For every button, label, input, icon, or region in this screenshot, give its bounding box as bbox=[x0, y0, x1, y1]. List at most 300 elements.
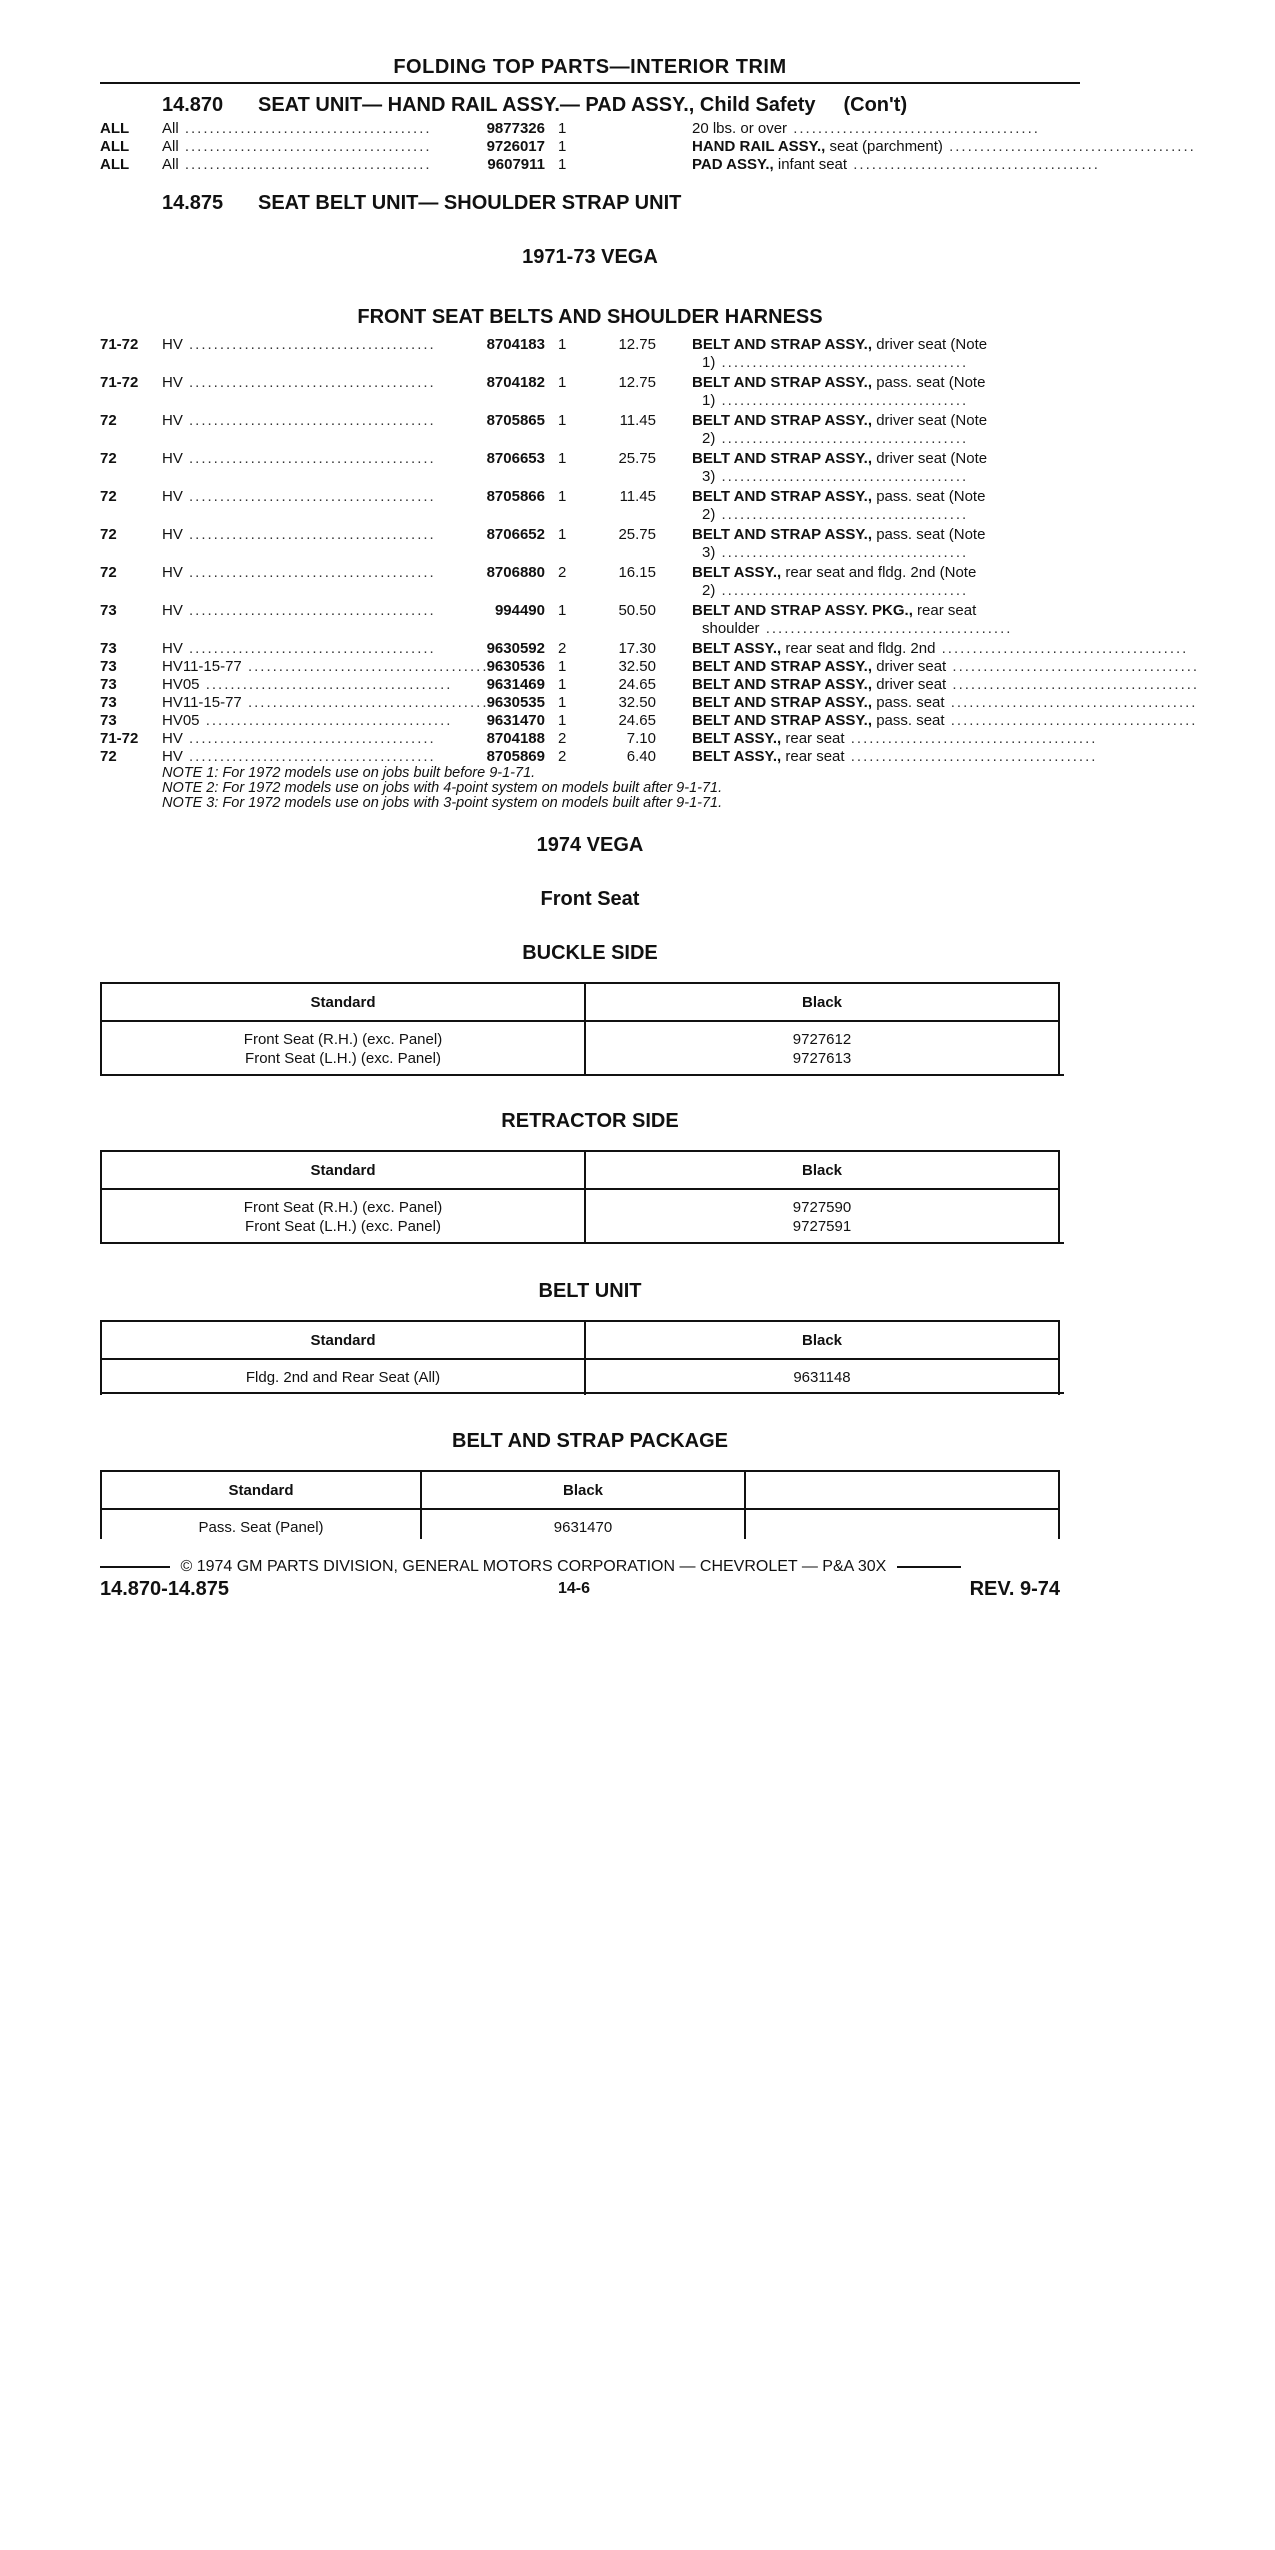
part-number-cell: 9630592 bbox=[486, 640, 545, 657]
model-text: HV bbox=[162, 374, 183, 391]
description-bold: PAD ASSY., bbox=[692, 156, 774, 173]
black-cell bbox=[585, 1189, 1059, 1244]
quantity-cell: 1 bbox=[558, 156, 567, 173]
description-bold: HAND RAIL ASSY., bbox=[692, 138, 826, 155]
quantity-cell: 1 bbox=[558, 336, 567, 353]
year-cell: 73 bbox=[100, 640, 117, 657]
model-text: HV bbox=[162, 602, 183, 619]
leader-dots: ........................................ bbox=[944, 694, 1198, 711]
part-number-cell: 8705866 bbox=[486, 488, 545, 505]
quantity-cell: 1 bbox=[558, 526, 567, 543]
quantity-cell: 1 bbox=[558, 676, 567, 693]
leader-dots: ........................................ bbox=[182, 748, 436, 765]
section-number: 14.875 bbox=[162, 192, 224, 214]
model-cell bbox=[162, 138, 432, 156]
parts-row bbox=[100, 120, 1080, 138]
vega-7173-heading: 1971-73 VEGA bbox=[522, 246, 658, 268]
year-cell: 71-72 bbox=[100, 730, 139, 747]
description-cell bbox=[692, 602, 1080, 638]
front-seat-heading: Front Seat bbox=[540, 888, 640, 910]
price-cell: 32.50 bbox=[618, 694, 656, 711]
model-cell bbox=[162, 658, 495, 676]
table-bottom-rule bbox=[100, 1074, 1064, 1076]
description-cell bbox=[692, 336, 1080, 372]
quantity-cell: 1 bbox=[558, 712, 567, 729]
quantity-cell: 1 bbox=[558, 602, 567, 619]
price-cell: 25.75 bbox=[618, 450, 656, 467]
parts-row bbox=[100, 640, 1189, 658]
description-line bbox=[692, 468, 1080, 486]
table-row bbox=[101, 1189, 1059, 1244]
description-line bbox=[692, 336, 1080, 354]
description-cell bbox=[692, 156, 1100, 174]
description-line bbox=[692, 450, 1080, 468]
quantity-cell: 1 bbox=[558, 120, 567, 137]
description-text: 1) bbox=[702, 392, 716, 409]
quantity-cell: 2 bbox=[558, 564, 567, 581]
price-cell: 12.75 bbox=[618, 336, 656, 353]
footer-section-range: 14.870-14.875 bbox=[100, 1578, 230, 1600]
description-line bbox=[692, 640, 1189, 658]
model-text: HV bbox=[162, 640, 183, 657]
description-text: 2) bbox=[702, 582, 716, 599]
leader-dots: ........................................ bbox=[182, 640, 436, 657]
retractor-side-heading: RETRACTOR SIDE bbox=[501, 1110, 679, 1132]
black-cell: 9631470 bbox=[421, 1509, 745, 1539]
price-cell: 32.50 bbox=[618, 658, 656, 675]
standard-cell: Fldg. 2nd and Rear Seat (All) bbox=[101, 1359, 585, 1395]
model-cell bbox=[162, 412, 436, 430]
year-cell: 72 bbox=[100, 488, 117, 505]
parts-row bbox=[100, 676, 1200, 694]
description-text: pass. seat (Note bbox=[872, 374, 986, 391]
description-line bbox=[692, 506, 1080, 524]
model-cell bbox=[162, 730, 436, 748]
description-line bbox=[692, 564, 1080, 582]
part-number-cell: 8706652 bbox=[486, 526, 545, 543]
notes-block bbox=[100, 766, 1080, 811]
description-line bbox=[692, 602, 1080, 620]
price-cell: 11.45 bbox=[619, 488, 656, 505]
description-line bbox=[692, 412, 1080, 430]
description-text: 3) bbox=[702, 544, 716, 561]
cell-text: Front Seat (L.H.) (exc. Panel) bbox=[245, 1218, 441, 1235]
part-number-cell: 8705869 bbox=[486, 748, 545, 765]
description-cell bbox=[692, 712, 1198, 730]
leader-dots: ........................................ bbox=[199, 712, 453, 729]
parts-row bbox=[100, 138, 1196, 156]
leader-dots: ........................................ bbox=[715, 582, 969, 599]
year-cell: 72 bbox=[100, 526, 117, 543]
model-text: HV bbox=[162, 450, 183, 467]
leader-dots: ........................................ bbox=[847, 156, 1100, 173]
continued-label: (Con't) bbox=[843, 94, 908, 116]
description-cell bbox=[692, 748, 1098, 766]
model-cell bbox=[162, 564, 436, 582]
footer-page-number: 14-6 bbox=[558, 1580, 591, 1597]
description-line bbox=[692, 374, 1080, 392]
description-line bbox=[692, 544, 1080, 562]
description-bold: BELT AND STRAP ASSY., bbox=[692, 526, 873, 543]
year-cell: 72 bbox=[100, 412, 117, 429]
description-text: rear seat bbox=[781, 730, 845, 747]
description-text: infant seat bbox=[773, 156, 848, 173]
description-text: rear seat bbox=[912, 602, 977, 619]
cell-text: Front Seat (R.H.) (exc. Panel) bbox=[243, 1031, 443, 1048]
part-number-cell: 8706653 bbox=[486, 450, 545, 467]
description-text: shoulder bbox=[702, 620, 760, 637]
description-bold: BELT ASSY., bbox=[692, 730, 782, 747]
description-text: 2) bbox=[702, 506, 716, 523]
parts-row bbox=[100, 658, 1200, 676]
leader-dots: ........................................ bbox=[944, 712, 1198, 729]
part-number-cell: 9630535 bbox=[486, 694, 545, 711]
table-row bbox=[101, 1509, 1059, 1539]
parts-row bbox=[100, 748, 1098, 766]
description-line bbox=[692, 354, 1080, 372]
description-cell bbox=[692, 526, 1080, 562]
quantity-cell: 2 bbox=[558, 748, 567, 765]
model-cell bbox=[162, 712, 453, 730]
table-row bbox=[101, 1359, 1059, 1395]
year-cell: ALL bbox=[100, 156, 130, 173]
description-text: 3) bbox=[702, 468, 716, 485]
model-cell bbox=[162, 676, 453, 694]
cell-text: 9727591 bbox=[792, 1218, 852, 1235]
model-cell bbox=[162, 336, 436, 354]
parts-row bbox=[100, 488, 1080, 526]
part-number-cell: 9631469 bbox=[486, 676, 545, 693]
col-header-black: Black bbox=[585, 983, 1059, 1021]
description-text: driver seat bbox=[872, 658, 947, 675]
year-cell: 72 bbox=[100, 748, 117, 765]
description-line bbox=[692, 658, 1200, 676]
description-bold: BELT ASSY., bbox=[692, 640, 782, 657]
section-14870-list bbox=[100, 120, 1196, 174]
leader-dots: ........................................ bbox=[182, 564, 436, 581]
leader-dots: ........................................ bbox=[844, 730, 1098, 747]
model-text: HV11-15-77 bbox=[162, 694, 242, 711]
page-header-title: FOLDING TOP PARTS—INTERIOR TRIM bbox=[393, 56, 787, 78]
description-bold: BELT ASSY., bbox=[692, 564, 782, 581]
quantity-cell: 2 bbox=[558, 640, 567, 657]
description-line bbox=[692, 526, 1080, 544]
price-cell: 50.50 bbox=[618, 602, 656, 619]
description-bold: BELT AND STRAP ASSY. PKG., bbox=[692, 602, 913, 619]
model-text: HV11-15-77 bbox=[162, 658, 242, 675]
description-cell bbox=[692, 640, 1189, 658]
header-rule bbox=[100, 82, 1080, 84]
quantity-cell: 2 bbox=[558, 730, 567, 747]
col-header-black: Black bbox=[585, 1151, 1059, 1189]
section-14870-heading bbox=[162, 94, 907, 117]
description-text: rear seat and fldg. 2nd (Note bbox=[781, 564, 977, 581]
description-line bbox=[692, 620, 1080, 638]
year-cell: 73 bbox=[100, 676, 117, 693]
model-text: HV bbox=[162, 564, 183, 581]
price-cell: 7.10 bbox=[626, 730, 656, 747]
price-cell: 24.65 bbox=[618, 676, 656, 693]
buckle-side-heading: BUCKLE SIDE bbox=[522, 942, 658, 964]
cell-text: 9727613 bbox=[792, 1050, 852, 1067]
model-text: HV05 bbox=[162, 712, 200, 729]
cell-text: 9727612 bbox=[792, 1031, 852, 1048]
description-line bbox=[692, 392, 1080, 410]
description-text: seat (parchment) bbox=[825, 138, 943, 155]
black-cell bbox=[585, 1021, 1059, 1076]
description-text: rear seat bbox=[781, 748, 845, 765]
part-number-cell: 9877326 bbox=[486, 120, 545, 137]
description-cell bbox=[692, 138, 1196, 156]
description-line bbox=[692, 748, 1098, 766]
description-text: 2) bbox=[702, 430, 716, 447]
black-cell: 9631148 bbox=[585, 1359, 1059, 1395]
footer-copyright-line bbox=[100, 1558, 1080, 1576]
col-header-standard: Standard bbox=[101, 1151, 585, 1189]
col-header-standard: Standard bbox=[101, 1471, 421, 1509]
description-line bbox=[692, 488, 1080, 506]
model-cell bbox=[162, 602, 436, 620]
note-1: NOTE 1: For 1972 models use on jobs built before 9-1-71. bbox=[162, 765, 536, 781]
parts-row bbox=[100, 156, 1100, 174]
leader-dots: ........................................ bbox=[241, 694, 495, 711]
description-text: rear seat and fldg. 2nd bbox=[781, 640, 936, 657]
description-cell bbox=[692, 694, 1198, 712]
price-cell: 24.65 bbox=[618, 712, 656, 729]
leader-dots: ........................................ bbox=[844, 748, 1098, 765]
model-text: HV bbox=[162, 336, 183, 353]
footer-revision: REV. 9-74 bbox=[969, 1578, 1060, 1600]
description-cell bbox=[692, 374, 1080, 410]
description-bold: BELT AND STRAP ASSY., bbox=[692, 336, 873, 353]
description-text: driver seat bbox=[872, 676, 947, 693]
model-cell bbox=[162, 374, 436, 392]
leader-dots: ........................................ bbox=[946, 676, 1200, 693]
cell-text: 9727590 bbox=[792, 1199, 852, 1216]
description-cell bbox=[692, 658, 1200, 676]
part-number-cell: 8705865 bbox=[486, 412, 545, 429]
part-number-cell: 8704188 bbox=[486, 730, 545, 747]
buckle-side-table bbox=[100, 982, 1060, 1076]
model-text: HV bbox=[162, 412, 183, 429]
section-title: SEAT BELT UNIT— SHOULDER STRAP UNIT bbox=[258, 192, 682, 214]
description-cell bbox=[692, 676, 1200, 694]
leader-dots: ........................................ bbox=[715, 392, 969, 409]
price-cell: 25.75 bbox=[618, 526, 656, 543]
parts-row bbox=[100, 374, 1080, 412]
description-bold: BELT AND STRAP ASSY., bbox=[692, 488, 873, 505]
description-text: pass. seat bbox=[872, 712, 945, 729]
footer-rule-left bbox=[100, 1566, 170, 1568]
description-text: driver seat (Note bbox=[872, 336, 988, 353]
description-line bbox=[692, 156, 1100, 174]
leader-dots: ........................................ bbox=[715, 468, 969, 485]
year-cell: ALL bbox=[100, 120, 130, 137]
model-cell bbox=[162, 640, 436, 658]
front-seat-belts-heading: FRONT SEAT BELTS AND SHOULDER HARNESS bbox=[357, 306, 823, 328]
col-header-standard: Standard bbox=[101, 983, 585, 1021]
description-cell bbox=[692, 488, 1080, 524]
note-3: NOTE 3: For 1972 models use on jobs with 3-point system on models built after 9-1-71. bbox=[162, 795, 723, 811]
belt-strap-package-table bbox=[100, 1470, 1060, 1539]
model-cell bbox=[162, 488, 436, 506]
description-line bbox=[692, 120, 1080, 138]
standard-cell bbox=[101, 1189, 585, 1244]
part-number-cell: 9630536 bbox=[486, 658, 545, 675]
part-number-cell: 8704183 bbox=[486, 336, 545, 353]
quantity-cell: 1 bbox=[558, 374, 567, 391]
description-bold: BELT AND STRAP ASSY., bbox=[692, 374, 873, 391]
part-number-cell: 994490 bbox=[494, 602, 545, 619]
leader-dots: ........................................ bbox=[787, 120, 1040, 137]
cell-text: Front Seat (L.H.) (exc. Panel) bbox=[245, 1050, 441, 1067]
description-text: pass. seat bbox=[872, 694, 945, 711]
year-cell: ALL bbox=[100, 138, 130, 155]
description-text: 1) bbox=[702, 354, 716, 371]
leader-dots: ........................................ bbox=[178, 138, 432, 155]
vega-7173-parts-list bbox=[100, 336, 1200, 766]
description-text: driver seat (Note bbox=[872, 412, 988, 429]
retractor-side-table bbox=[100, 1150, 1060, 1244]
belt-unit-heading: BELT UNIT bbox=[538, 1280, 642, 1302]
year-cell: 72 bbox=[100, 450, 117, 467]
description-line bbox=[692, 138, 1196, 156]
parts-row bbox=[100, 336, 1080, 374]
year-cell: 71-72 bbox=[100, 374, 139, 391]
description-line bbox=[692, 694, 1198, 712]
section-number: 14.870 bbox=[162, 94, 224, 116]
footer-rule-right bbox=[897, 1566, 961, 1568]
price-cell: 17.30 bbox=[618, 640, 656, 657]
col-header-standard: Standard bbox=[101, 1321, 585, 1359]
leader-dots: ........................................ bbox=[182, 374, 436, 391]
description-line bbox=[692, 712, 1198, 730]
leader-dots: ........................................ bbox=[715, 544, 969, 561]
parts-row bbox=[100, 526, 1080, 564]
model-text: HV bbox=[162, 730, 183, 747]
description-bold: BELT ASSY., bbox=[692, 748, 782, 765]
leader-dots: ........................................ bbox=[178, 120, 432, 137]
quantity-cell: 1 bbox=[558, 694, 567, 711]
parts-row bbox=[100, 602, 1080, 640]
description-bold: BELT AND STRAP ASSY., bbox=[692, 676, 873, 693]
model-cell bbox=[162, 156, 432, 174]
model-text: HV bbox=[162, 748, 183, 765]
parts-row bbox=[100, 450, 1080, 488]
description-cell bbox=[692, 730, 1098, 748]
description-text: pass. seat (Note bbox=[872, 488, 986, 505]
model-text: HV bbox=[162, 488, 183, 505]
footer-copyright: © 1974 GM PARTS DIVISION, GENERAL MOTORS CORPORATION — CHEVROLET — P&A 30X bbox=[180, 1558, 887, 1575]
model-text: HV bbox=[162, 526, 183, 543]
description-line bbox=[692, 730, 1098, 748]
leader-dots: ........................................ bbox=[199, 676, 453, 693]
quantity-cell: 1 bbox=[558, 138, 567, 155]
description-cell bbox=[692, 412, 1080, 448]
description-line bbox=[692, 676, 1200, 694]
leader-dots: ........................................ bbox=[178, 156, 432, 173]
model-cell bbox=[162, 120, 432, 138]
leader-dots: ........................................ bbox=[759, 620, 1013, 637]
quantity-cell: 1 bbox=[558, 488, 567, 505]
description-bold: BELT AND STRAP ASSY., bbox=[692, 412, 873, 429]
table-row bbox=[101, 1021, 1059, 1076]
part-number-cell: 9726017 bbox=[486, 138, 545, 155]
year-cell: 72 bbox=[100, 564, 117, 581]
table-bottom-rule bbox=[100, 1242, 1064, 1244]
description-bold: BELT AND STRAP ASSY., bbox=[692, 712, 873, 729]
description-cell bbox=[692, 564, 1080, 600]
year-cell: 73 bbox=[100, 712, 117, 729]
standard-cell: Pass. Seat (Panel) bbox=[101, 1509, 421, 1539]
standard-cell bbox=[101, 1021, 585, 1076]
price-cell: 16.15 bbox=[618, 564, 656, 581]
leader-dots: ........................................ bbox=[935, 640, 1189, 657]
description-cell bbox=[692, 120, 1080, 138]
model-cell bbox=[162, 526, 436, 544]
part-number-cell: 9631470 bbox=[486, 712, 545, 729]
description-bold: BELT AND STRAP ASSY., bbox=[692, 658, 873, 675]
parts-row bbox=[100, 712, 1198, 730]
leader-dots: ........................................ bbox=[182, 412, 436, 429]
year-cell: 71-72 bbox=[100, 336, 139, 353]
leader-dots: ........................................ bbox=[715, 354, 969, 371]
description-text: driver seat (Note bbox=[872, 450, 988, 467]
extra-cell bbox=[745, 1509, 1059, 1539]
leader-dots: ........................................ bbox=[241, 658, 495, 675]
quantity-cell: 1 bbox=[558, 412, 567, 429]
leader-dots: ........................................ bbox=[715, 506, 969, 523]
model-text: All bbox=[162, 138, 179, 155]
description-cell bbox=[692, 450, 1080, 486]
model-cell bbox=[162, 450, 436, 468]
leader-dots: ........................................ bbox=[182, 526, 436, 543]
parts-row bbox=[100, 412, 1080, 450]
part-number-cell: 9607911 bbox=[487, 156, 545, 173]
price-cell: 12.75 bbox=[618, 374, 656, 391]
leader-dots: ........................................ bbox=[182, 730, 436, 747]
leader-dots: ........................................ bbox=[182, 450, 436, 467]
col-header-blank bbox=[745, 1471, 1059, 1509]
model-cell bbox=[162, 694, 495, 712]
year-cell: 73 bbox=[100, 602, 117, 619]
parts-row bbox=[100, 730, 1098, 748]
year-cell: 73 bbox=[100, 658, 117, 675]
col-header-black: Black bbox=[421, 1471, 745, 1509]
quantity-cell: 1 bbox=[558, 658, 567, 675]
price-cell: 6.40 bbox=[626, 748, 656, 765]
leader-dots: ........................................ bbox=[182, 488, 436, 505]
note-2: NOTE 2: For 1972 models use on jobs with 4-point system on models built after 9-1-71. bbox=[162, 780, 723, 796]
vega-74-heading: 1974 VEGA bbox=[536, 834, 644, 856]
description-bold: BELT AND STRAP ASSY., bbox=[692, 694, 873, 711]
belt-unit-table bbox=[100, 1320, 1060, 1395]
belt-strap-package-heading: BELT AND STRAP PACKAGE bbox=[452, 1430, 728, 1452]
description-text: pass. seat (Note bbox=[872, 526, 986, 543]
leader-dots: ........................................ bbox=[946, 658, 1200, 675]
price-cell: 11.45 bbox=[619, 412, 656, 429]
leader-dots: ........................................ bbox=[182, 336, 436, 353]
section-title: SEAT UNIT— HAND RAIL ASSY.— PAD ASSY., Child Safety bbox=[258, 94, 816, 116]
quantity-cell: 1 bbox=[558, 450, 567, 467]
model-text: HV05 bbox=[162, 676, 200, 693]
leader-dots: ........................................ bbox=[942, 138, 1196, 155]
leader-dots: ........................................ bbox=[182, 602, 436, 619]
model-text: All bbox=[162, 156, 179, 173]
description-line bbox=[692, 582, 1080, 600]
model-cell bbox=[162, 748, 436, 766]
section-14875-heading bbox=[162, 192, 681, 215]
